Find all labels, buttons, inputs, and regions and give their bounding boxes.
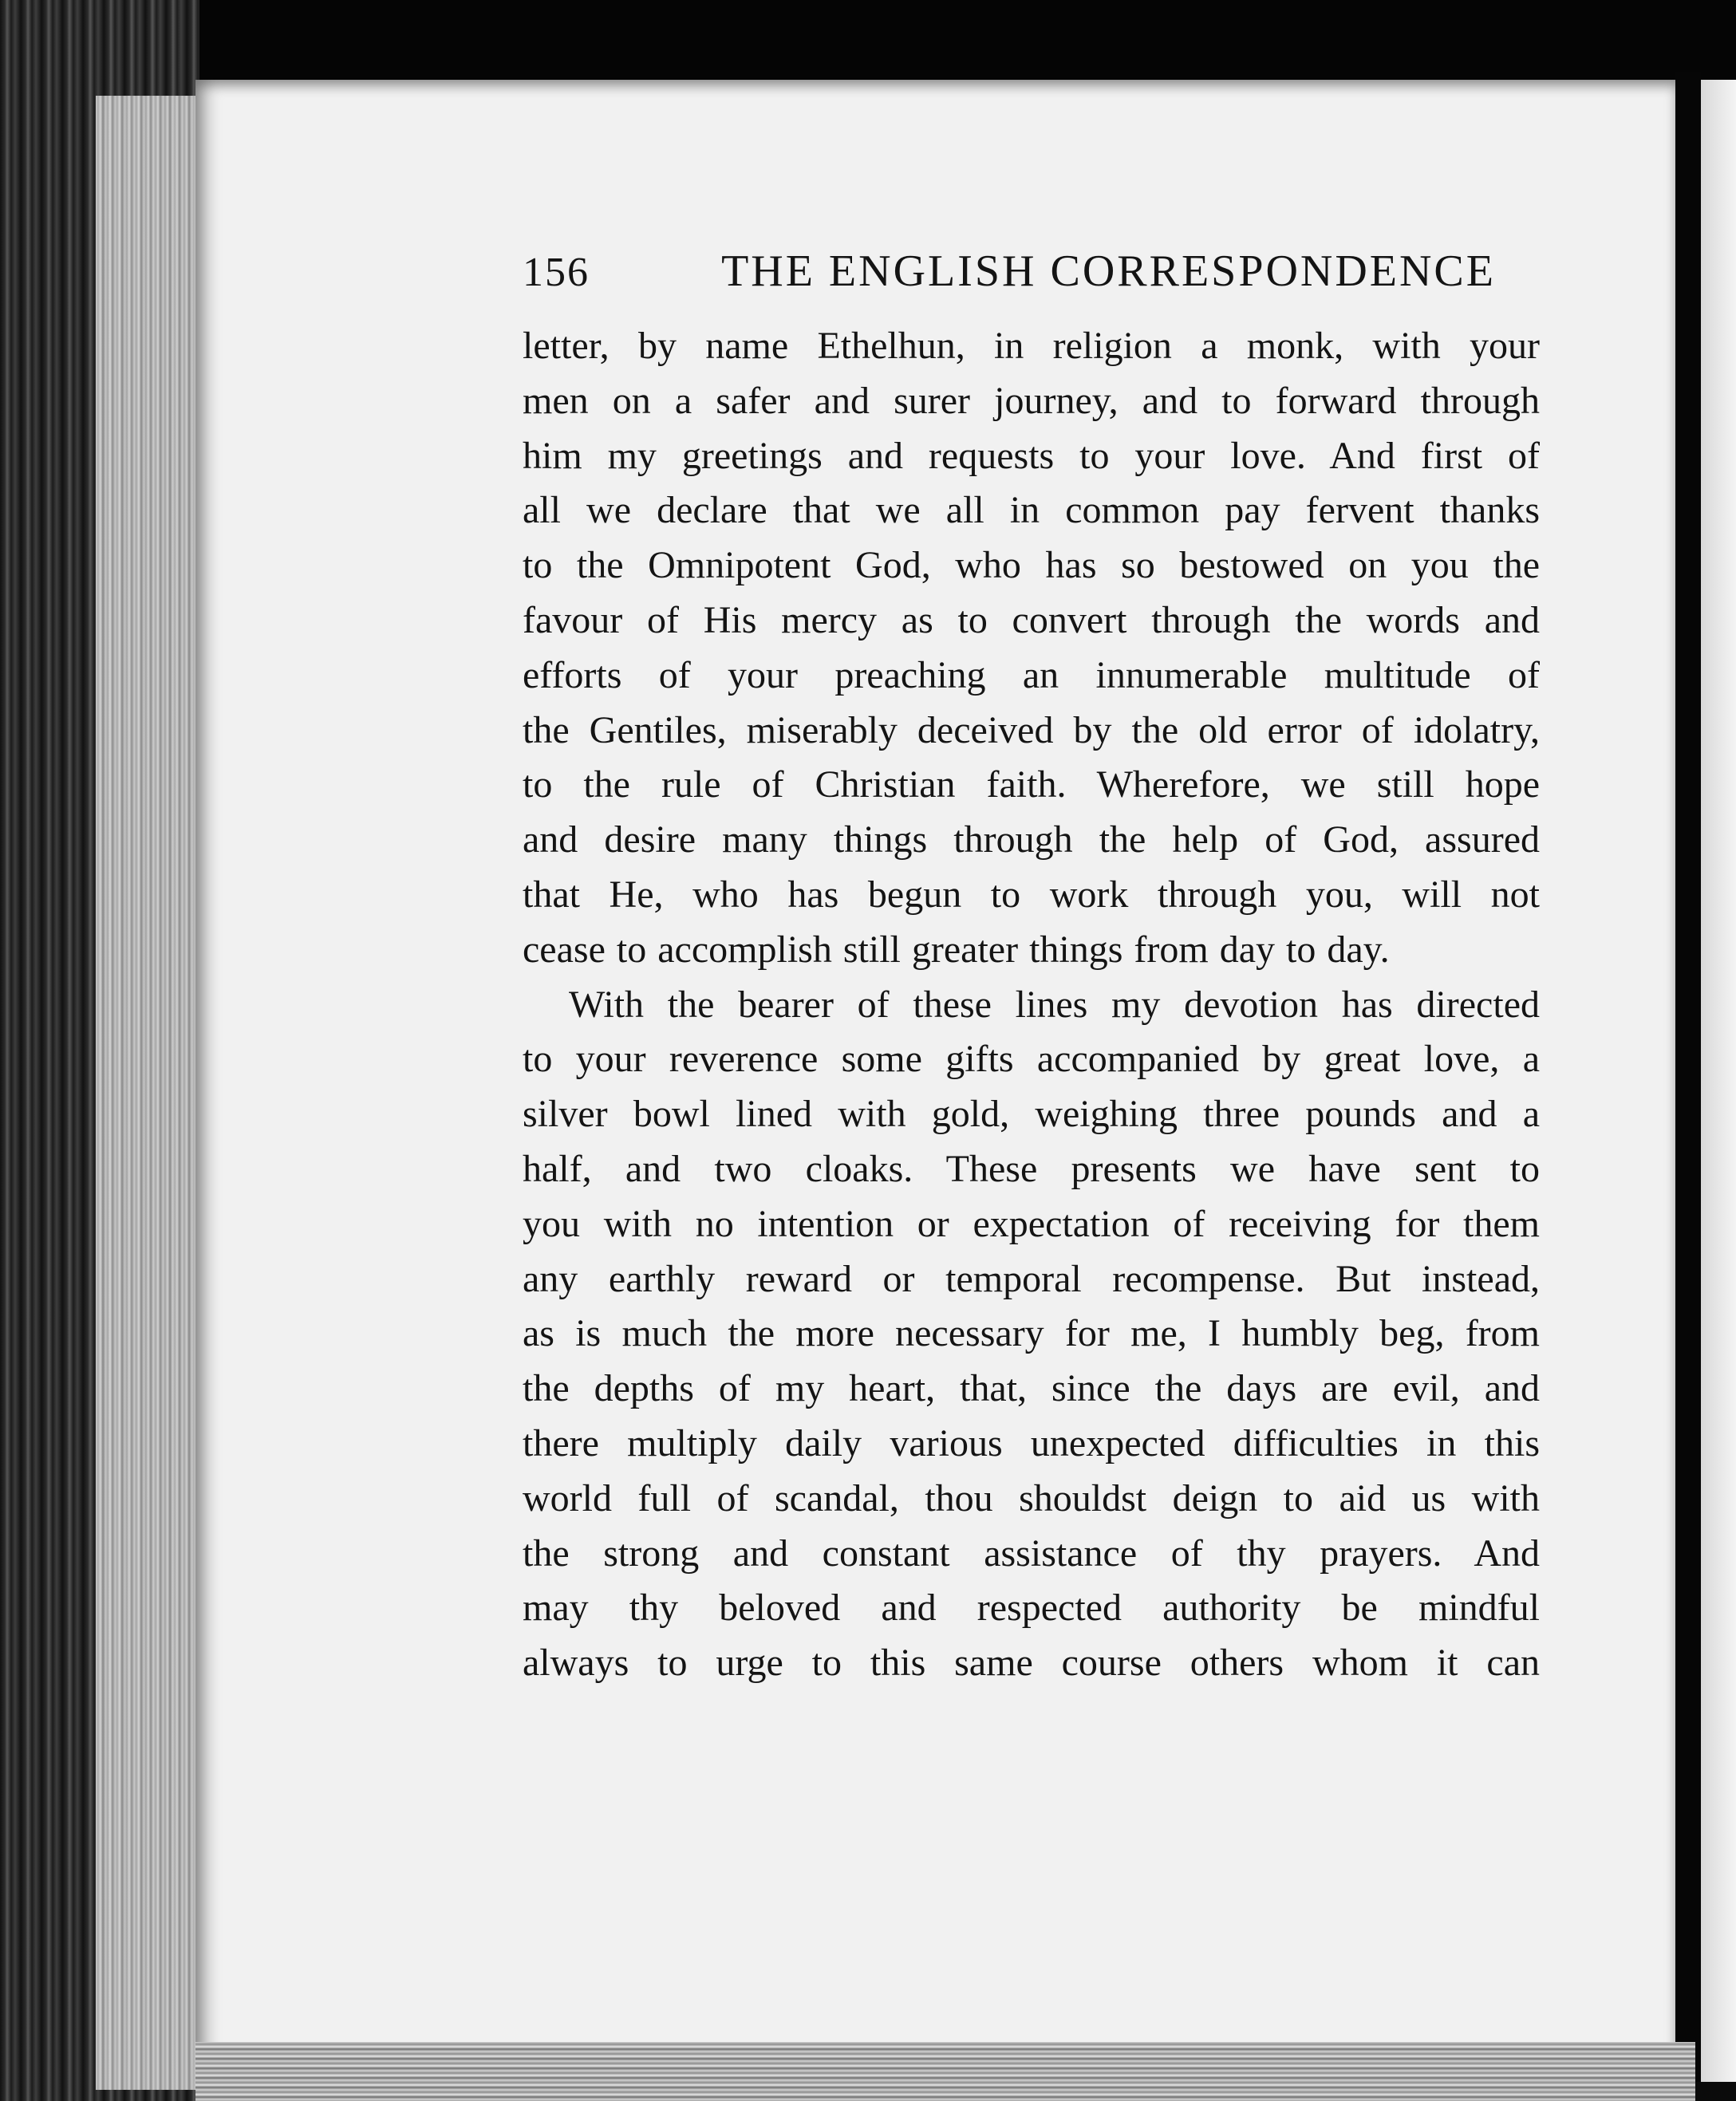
text-line: to your reverence some gifts accompanied by great love, a [523,1038,1540,1081]
text-line: efforts of your preaching an innumerable multitude of [523,653,1540,696]
text-line: the strong and constant assistance of thy prayers. And [523,1531,1540,1575]
text-line: cease to accomplish still greater things from day to day. [523,928,1390,971]
text-line: you with no intention or expectation of receiving for them [523,1202,1540,1245]
text-line: favour of His mercy as to convert through the words and [523,598,1540,641]
running-head-title: THE ENGLISH CORRESPONDENCE [721,246,1496,296]
page-edges-bottom [195,2042,1695,2101]
text-line: may thy beloved and respected authority be mindful [523,1587,1540,1630]
paragraph-2 [523,978,1540,1691]
paragraph-1 [523,319,1540,978]
text-line: to the rule of Christian faith. Wherefore, we still hope [523,763,1540,806]
text-line: silver bowl lined with gold, weighing three pounds and a [523,1093,1540,1136]
text-line: any earthly reward or temporal recompense. But instead, [523,1257,1540,1300]
text-line: and desire many things through the help of God, assured [523,818,1540,861]
page-text [523,239,1540,1691]
text-line: the depths of my heart, that, since the days are evil, and [523,1367,1540,1410]
next-page-sliver [1701,80,1736,2082]
text-line: to the Omnipotent God, who has so bestowed on you the [523,544,1540,587]
text-line: the Gentiles, miserably deceived by the old error of idolatry, [523,708,1540,751]
text-line: half, and two cloaks. These presents we have sent to [523,1147,1540,1190]
text-line: as is much the more necessary for me, I humbly beg, from [523,1312,1540,1355]
text-line: men on a safer and surer journey, and to forward through [523,379,1540,422]
text-line: world full of scandal, thou shouldst deign to aid us with [523,1476,1540,1520]
text-line: letter, by name Ethelhun, in religion a monk, with your [523,325,1540,367]
text-line: always to urge to this same course others whom it can [523,1642,1540,1685]
running-head [523,239,1496,305]
page-number: 156 [523,250,590,295]
text-line: him my greetings and requests to your love. And first of [523,434,1540,477]
text-line: With the bearer of these lines my devotion has directed [569,983,1540,1026]
text-line: there multiply daily various unexpected difficulties in this [523,1421,1540,1464]
text-line: that He, who has begun to work through you, will not [523,873,1540,916]
page-edges-left [96,96,199,2090]
text-line: all we declare that we all in common pay fervent thanks [523,489,1540,532]
scan-top-border [0,0,1736,88]
book-gutter-right [1675,72,1701,2082]
